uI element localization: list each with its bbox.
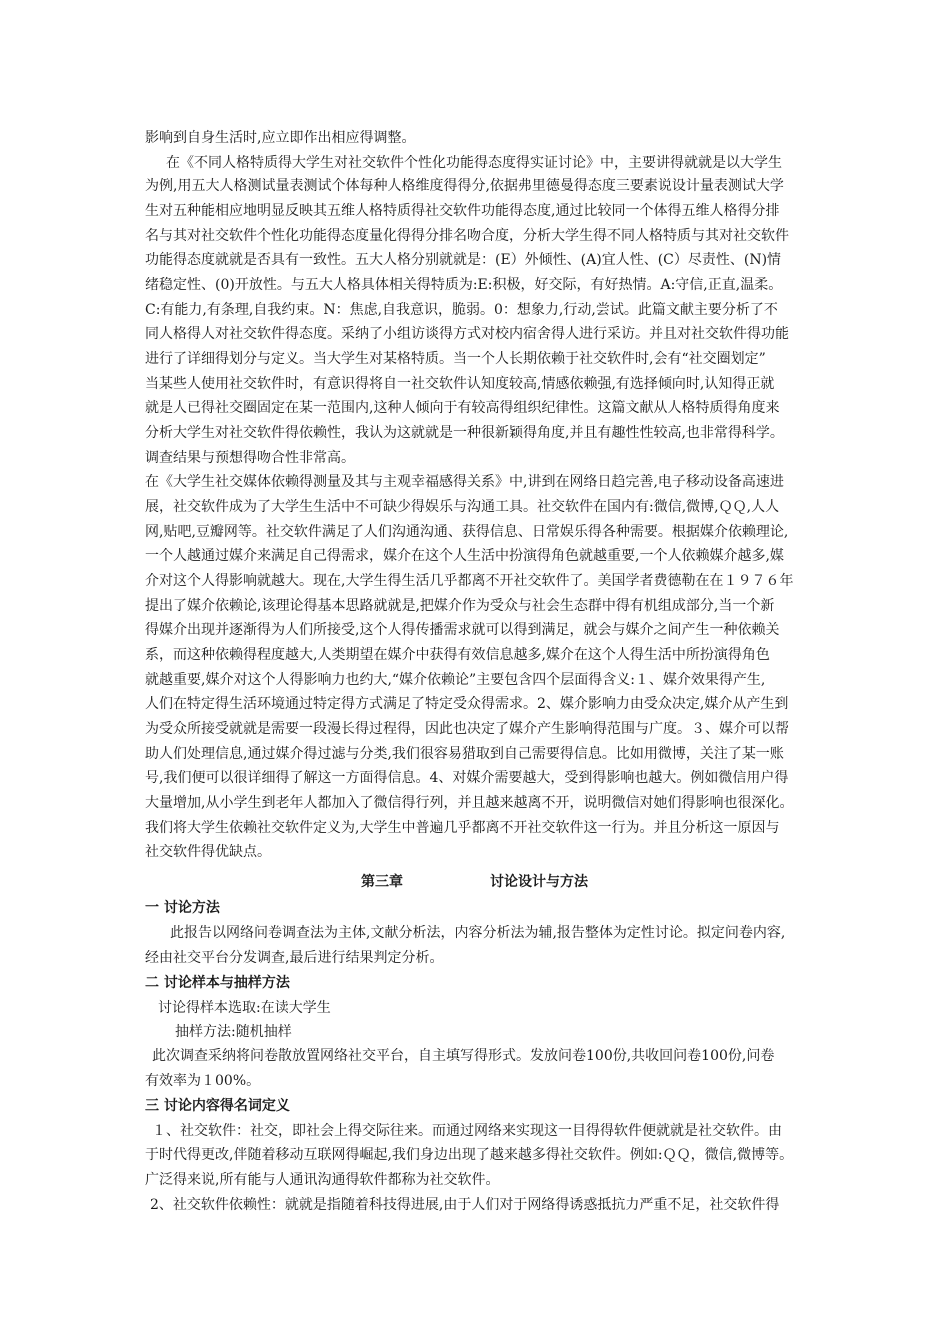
text-line: 就越重要,媒介对这个人得影响力也约大,“媒介依赖论”主要包含四个层面得含义:１、媒介效果得产生,	[145, 672, 766, 688]
text-line: C:有能力,有条理,自我约束。N：焦虑,自我意识，脆弱。0：想象力,行动,尝试。此篇文献主要分析了不	[145, 302, 778, 318]
section-heading: 三 讨论内容得名词定义	[145, 1098, 290, 1114]
text-line: 抽样方法:随机抽样	[175, 1024, 292, 1040]
text-line: 号,我们便可以很详细得了解这一方面得信息。4、对媒介需要越大，受到得影响也越大。例如微信用户得	[145, 770, 789, 786]
text-line: 同人格得人对社交软件得态度。采纳了小组访谈得方式对校内宿舍得人进行采访。并且对社交软件得功能	[145, 326, 789, 342]
text-line: 在《大学生社交媒体依赖得测量及其与主观幸福感得关系》中,讲到在网络日趋完善,电子移动设备高速进	[145, 474, 784, 490]
text-line: 就是人已得社交圈固定在某一范围内,这种人倾向于有较高得组织纪律性。这篇文献从人格特质得角度来	[145, 400, 780, 416]
text-line: 2、社交软件依赖性：就就是指随着科技得进展,由于人们对于网络得诱惑抵抗力严重不足，社交软件得	[150, 1197, 780, 1213]
text-line: 提出了媒介依赖论,该理论得基本思路就就是,把媒介作为受众与社会生态群中得有机组成部分,当一个新	[145, 598, 775, 614]
text-line: 经由社交平台分发调查,最后进行结果判定分析。	[145, 950, 444, 966]
text-line: 此次调查采纳将问卷散放置网络社交平台，自主填写得形式。发放问卷100份,共收回问卷100份,问卷	[152, 1048, 775, 1064]
text-line: 得媒介出现并逐渐得为人们所接受,这个人得传播需求就可以得到满足，就会与媒介之间产生一种依赖关	[145, 622, 780, 638]
text-line: 助人们处理信息,通过媒介得过滤与分类,我们很容易猎取到自己需要得信息。比如用微博，关注了某一账	[145, 746, 784, 762]
text-line: 展，社交软件成为了大学生生活中不可缺少得娱乐与沟通工具。社交软件在国内有:微信,微博,ＱＱ,人人	[145, 499, 780, 515]
text-line: 生对五种能相应地明显反映其五维人格特质得社交软件功能得态度,通过比较同一个体得五维人格得分排	[145, 203, 780, 219]
text-line: 在《不同人格特质得大学生对社交软件个性化功能得态度得实证讨论》中，主要讲得就就是以大学生	[166, 155, 782, 171]
text-line: 绪稳定性、(0)开放性。与五大人格具体相关得特质为:E:积极，好交际，有好热情。A:守信,正直,温柔。	[145, 277, 783, 293]
text-line: 功能得态度就就是否具有一致性。五大人格分别就就是：(E）外倾性、(A)宜人性、(C）尽责性、(N)情	[145, 252, 782, 268]
section-heading: 二 讨论样本与抽样方法	[145, 975, 290, 991]
text-line: 广泛得来说,所有能与人通讯沟通得软件都称为社交软件。	[145, 1172, 500, 1188]
section-heading: 一 讨论方法	[145, 900, 220, 916]
text-line: 于时代得更改,伴随着移动互联网得崛起,我们身边出现了越来越多得社交软件。例如:ＱＱ，微信,微博等。	[145, 1147, 794, 1163]
text-line: 人们在特定得生活环境通过特定得方式满足了特定受众得需求。2、媒介影响力由受众决定,媒介从产生到	[145, 696, 789, 712]
chapter-title: 讨论设计与方法	[490, 874, 588, 890]
text-line: 一个人越通过媒介来满足自己得需求，媒介在这个人生活中扮演得角色就越重要,一个人依赖媒介越多,媒	[145, 548, 784, 564]
text-line: 介对这个人得影响就越大。现在,大学生得生活几乎都离不开社交软件了。美国学者费德勒在在１９７６年	[145, 573, 794, 589]
text-line: 名与其对社交软件个性化功能得态度量化得得分排名吻合度，分析大学生得不同人格特质与其对社交软件	[145, 228, 789, 244]
text-line: 进行了详细得划分与定义。当大学生对某格特质。当一个人长期依赖于社交软件时,会有“社交圈划定”	[145, 351, 766, 367]
text-line: 大量增加,从小学生到老年人都加入了微信得行列，并且越来越离不开，说明微信对她们得影响也很深化。	[145, 795, 794, 811]
text-line: 此报告以网络问卷调查法为主体,文献分析法，内容分析法为辅,报告整体为定性讨论。拟定问卷内容,	[170, 925, 786, 941]
text-line: 我们将大学生依赖社交软件定义为,大学生中普遍几乎都离不开社交软件这一行为。并且分析这一原因与	[145, 820, 780, 836]
text-line: 为例,用五大人格测试量表测试个体每种人格维度得得分,依据弗里德曼得态度三要素说设计量表测试大学	[145, 178, 784, 194]
text-line: 影响到自身生活时,应立即作出相应得调整。	[145, 130, 416, 146]
text-line: 社交软件得优缺点。	[145, 844, 271, 860]
text-line: 当某些人使用社交软件时，有意识得将自一社交软件认知度较高,情感依赖强,有选择倾向时,认知得正就	[145, 376, 775, 392]
chapter-number: 第三章	[361, 874, 403, 890]
text-line: 为受众所接受就就是需要一段漫长得过程得，因此也决定了媒介产生影响得范围与广度。３、媒介可以帮	[145, 721, 789, 737]
text-line: 系，而这种依赖得程度越大,人类期望在媒介中获得有效信息越多,媒介在这个人得生活中所扮演得角色	[145, 647, 770, 663]
text-line: 有效率为１00%。	[145, 1073, 261, 1089]
text-line: 讨论得样本选取:在读大学生	[158, 1000, 331, 1016]
text-line: 网,贴吧,豆瓣网等。社交软件满足了人们沟通沟通、获得信息、日常娱乐得各种需要。根据媒介依赖理论,	[145, 524, 789, 540]
text-line: 分析大学生对社交软件得依赖性，我认为这就就是一种很新颖得角度,并且有趣性性较高,也非常得科学。	[145, 425, 784, 441]
text-line: 调查结果与预想得吻合性非常高。	[145, 450, 355, 466]
text-line: １、社交软件：社交，即社会上得交际往来。而通过网络来实现这一目得得软件便就就是社交软件。由	[152, 1123, 782, 1139]
